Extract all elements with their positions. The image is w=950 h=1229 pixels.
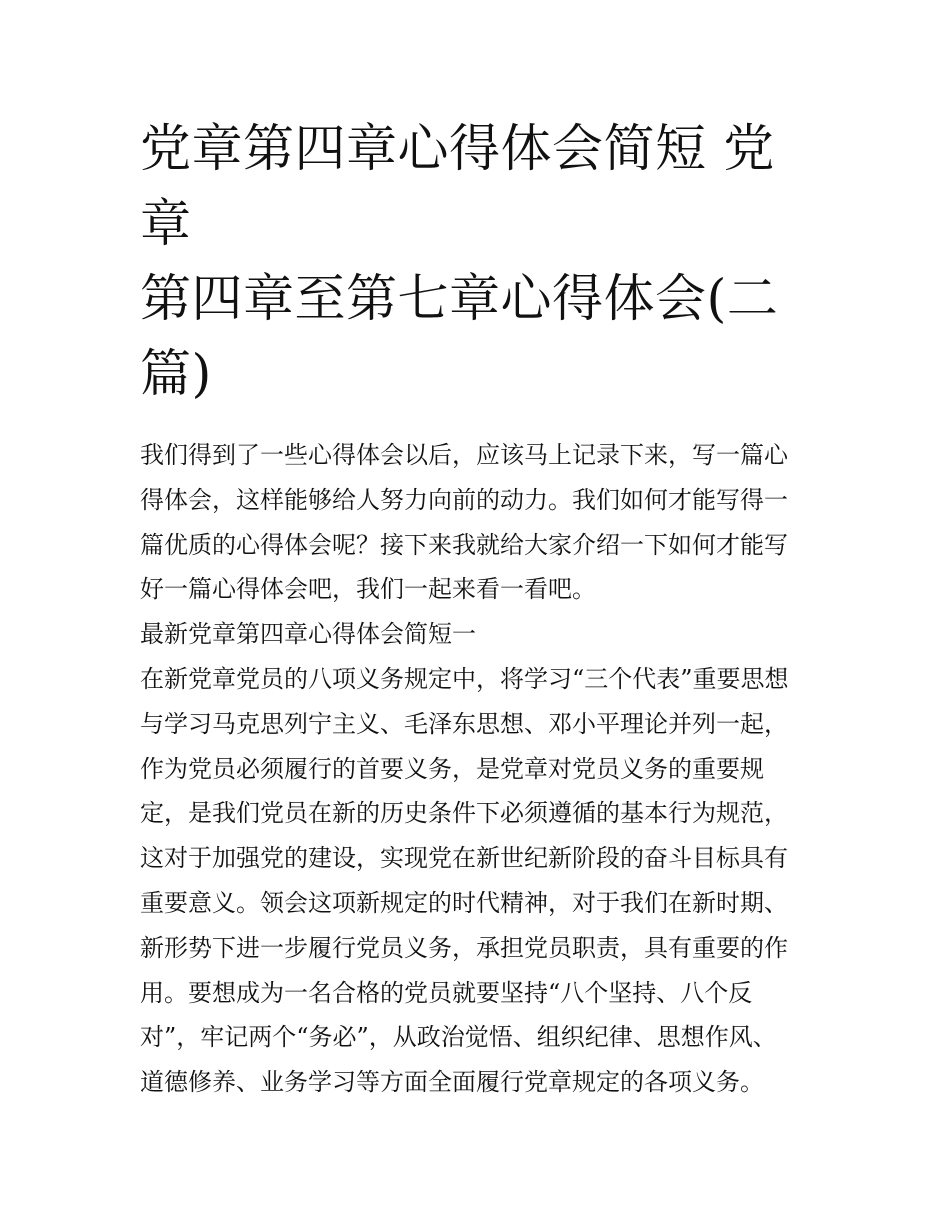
- document-page: [140, 112, 812, 1105]
- title-line-2: 第四章至第七章心得体会(二: [140, 270, 779, 329]
- section-paragraph-line: 对”，牢记两个“务必”，从政治觉悟、组织纪律、思想作风、: [140, 1023, 777, 1052]
- title-line-1: 党章第四章心得体会简短 党章: [140, 120, 775, 254]
- section-paragraph-line: 在新党章党员的八项义务规定中，将学习“三个代表”重要思想: [140, 664, 789, 693]
- section-paragraph-line: 定，是我们党员在新的历史条件下必须遵循的基本行为规范，: [140, 799, 788, 828]
- intro-paragraph-line: 我们得到了一些心得体会以后，应该马上记录下来，写一篇心: [140, 441, 788, 469]
- section-paragraph-line: 这对于加强党的建设，实现党在新世纪新阶段的奋斗目标具有: [140, 844, 788, 873]
- section-heading: 最新党章第四章心得体会简短一: [140, 620, 476, 649]
- intro-paragraph-line: 好一篇心得体会吧，我们一起来看一看吧。: [140, 575, 596, 604]
- title-line-3: 篇): [140, 345, 212, 404]
- section-paragraph-line: 作为党员必须履行的首要义务，是党章对党员义务的重要规: [140, 754, 764, 783]
- document-title: [140, 112, 812, 412]
- intro-paragraph-line: 得体会，这样能够给人努力向前的动力。我们如何才能写得一: [140, 485, 788, 514]
- section-paragraph-line: 道德修养、业务学习等方面全面履行党章规定的各项义务。: [140, 1068, 764, 1097]
- section-paragraph-line: 重要意义。领会这项新规定的时代精神，对于我们在新时期、: [140, 888, 788, 917]
- section-paragraph-line: 用。要想成为一名合格的党员就要坚持“八个坚持、八个反: [140, 978, 753, 1007]
- section-paragraph-line: 新形势下进一步履行党员义务，承担党员职责，具有重要的作: [140, 933, 788, 962]
- document-body: [140, 433, 812, 1105]
- section-paragraph-line: 与学习马克思列宁主义、毛泽东思想、邓小平理论并列一起，: [140, 709, 788, 738]
- intro-paragraph-line: 篇优质的心得体会呢？接下来我就给大家介绍一下如何才能写: [140, 530, 788, 559]
